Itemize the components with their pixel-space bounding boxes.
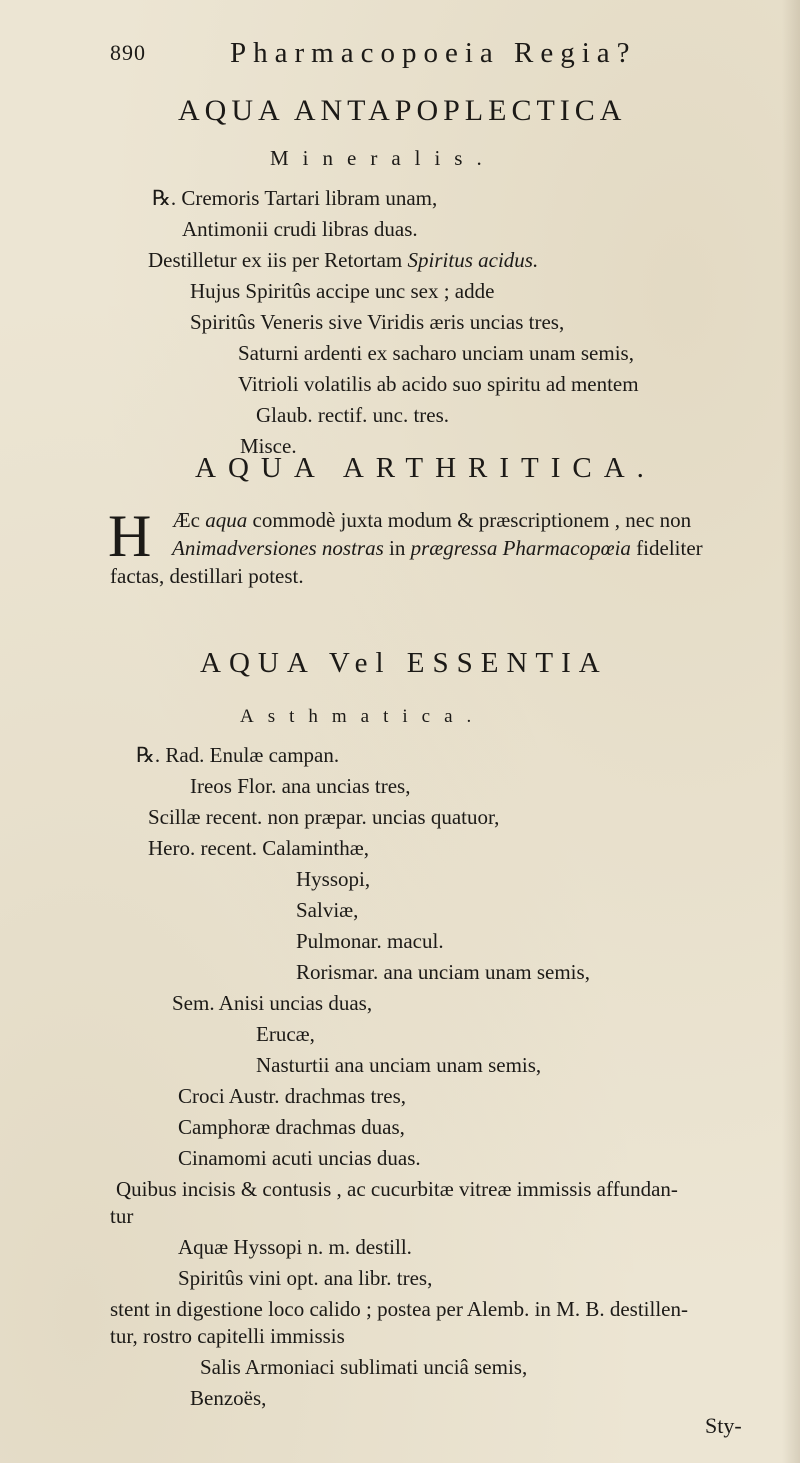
section-subtitle-asthmatica: Asthmatica. bbox=[240, 706, 486, 727]
paragraph-text-italic: aqua bbox=[205, 508, 248, 532]
section-title-essentia: AQUA Vel ESSENTIA bbox=[200, 647, 608, 679]
paragraph-line bbox=[172, 507, 691, 533]
drop-cap: H bbox=[108, 503, 152, 569]
page-number: 890 bbox=[110, 40, 146, 65]
recipe-line: Croci Austr. drachmas tres, bbox=[178, 1084, 407, 1108]
recipe-line: Camphoræ drachmas duas, bbox=[178, 1115, 405, 1139]
recipe-line: Rorismar. ana unciam unam semis, bbox=[296, 960, 590, 984]
paragraph-text: fideliter bbox=[636, 536, 703, 560]
recipe-line: Hyssopi, bbox=[296, 867, 371, 891]
recipe-line: Benzoës, bbox=[190, 1386, 267, 1410]
recipe-line bbox=[148, 247, 538, 273]
recipe-line: Aquæ Hyssopi n. m. destill. bbox=[178, 1235, 412, 1259]
recipe-line: tur bbox=[110, 1204, 134, 1228]
recipe-line: Sem. Anisi uncias duas, bbox=[172, 991, 373, 1015]
recipe-line: tur, rostro capitelli immissis bbox=[110, 1324, 345, 1348]
paragraph-text: commodè juxta modum & præscriptionem , nec non bbox=[252, 508, 692, 532]
recipe-line: Salis Armoniaci sublimati unciâ semis, bbox=[200, 1355, 528, 1379]
recipe-line: Nasturtii ana unciam unam semis, bbox=[256, 1053, 542, 1077]
recipe-line: Pulmonar. macul. bbox=[296, 929, 444, 953]
recipe-line: Antimonii crudi libras duas. bbox=[182, 217, 418, 241]
recipe-text-italic: Spiritus acidus. bbox=[407, 248, 539, 272]
paragraph-text-italic: Animadversiones nostras bbox=[172, 536, 384, 560]
paragraph-text: Æc bbox=[172, 508, 200, 532]
recipe-line: Spiritûs vini opt. ana libr. tres, bbox=[178, 1266, 433, 1290]
recipe-line: ℞. Rad. Enulæ campan. bbox=[136, 743, 340, 767]
recipe-line: Cinamomi acuti uncias duas. bbox=[178, 1146, 421, 1170]
recipe-line: Scillæ recent. non præpar. uncias quatuor, bbox=[148, 805, 500, 829]
recipe-text: Destilletur ex iis per Retortam bbox=[148, 248, 403, 272]
running-title: Pharmacopoeia Regia? bbox=[230, 37, 637, 69]
section-title-arthritica: AQUA ARTHRITICA. bbox=[195, 452, 656, 484]
page-edge-shadow bbox=[782, 0, 800, 1463]
recipe-line: stent in digestione loco calido ; postea per Alemb. in M. B. destillen- bbox=[110, 1297, 688, 1321]
section-title-antapoplectica: AQUA ANTAPOPLECTICA bbox=[178, 94, 627, 127]
recipe-line: Quibus incisis & contusis , ac cucurbitæ vitreæ immissis affundan- bbox=[116, 1177, 678, 1201]
section-subtitle-mineralis: Mineralis. bbox=[270, 146, 496, 170]
recipe-line: Erucæ, bbox=[256, 1022, 315, 1046]
recipe-line: Misce. bbox=[240, 434, 297, 458]
paragraph-text-italic: prægressa Pharmacopœia bbox=[410, 536, 631, 560]
recipe-line: Hero. recent. Calaminthæ, bbox=[148, 836, 370, 860]
recipe-line: Vitrioli volatilis ab acido suo spiritu ad mentem bbox=[238, 372, 639, 396]
recipe-line: Spiritûs Veneris sive Viridis æris uncias tres, bbox=[190, 310, 565, 334]
paragraph-line bbox=[172, 535, 703, 561]
paragraph-line: factas, destillari potest. bbox=[110, 564, 304, 588]
recipe-line: ℞. Cremoris Tartari libram unam, bbox=[152, 186, 438, 210]
recipe-line: Saturni ardenti ex sacharo unciam unam semis, bbox=[238, 341, 634, 365]
recipe-line: Salviæ, bbox=[296, 898, 359, 922]
catchword: Sty- bbox=[705, 1413, 742, 1438]
recipe-line: Glaub. rectif. unc. tres. bbox=[256, 403, 450, 427]
paragraph-text: in bbox=[389, 536, 406, 560]
recipe-line: Ireos Flor. ana uncias tres, bbox=[190, 774, 411, 798]
recipe-line: Hujus Spiritûs accipe unc sex ; adde bbox=[190, 279, 495, 303]
